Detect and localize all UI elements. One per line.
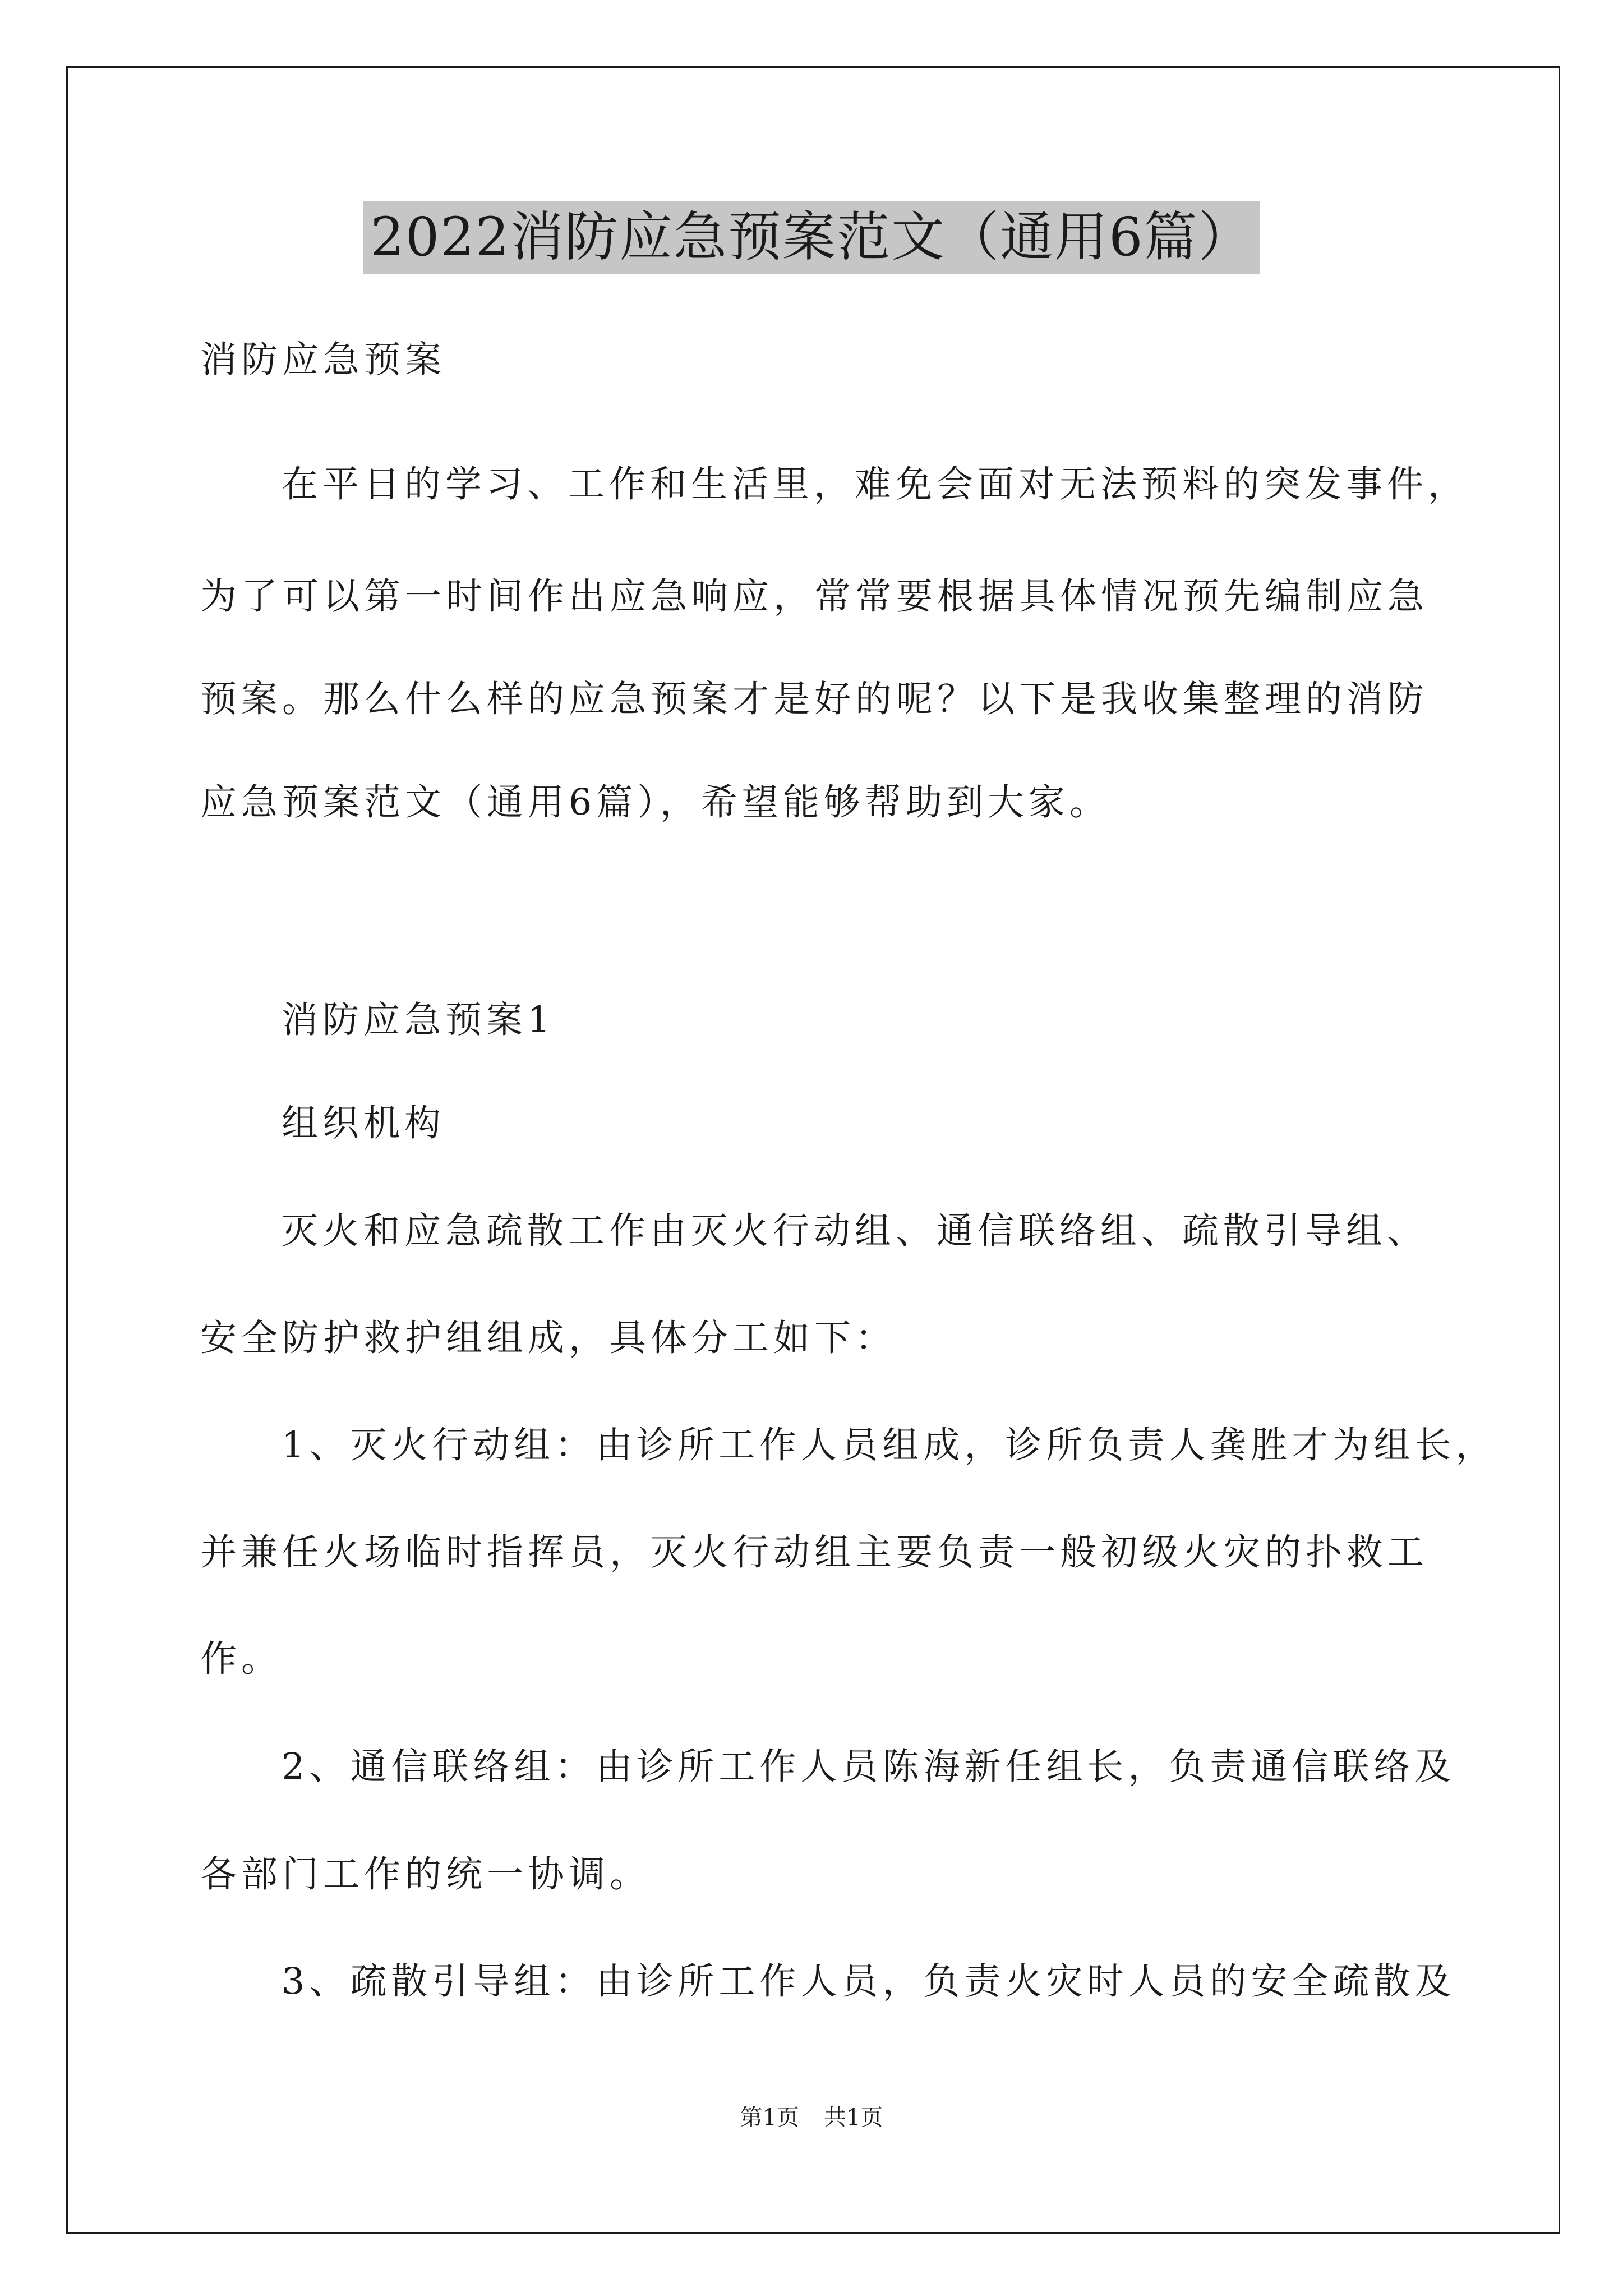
paragraph-line: 并兼任火场临时指挥员，灭火行动组主要负责一般初级火灾的扑救工 [200,1531,1429,1573]
document-title-text: 2022消防应急预案范文（通用6篇） [363,201,1259,274]
paragraph-line: 3、疏散引导组：由诊所工作人员，负责火灾时人员的安全疏散及 [282,1961,1456,2003]
page-footer [0,2104,1623,2132]
subsection-heading: 消防应急预案1 [282,999,555,1041]
subsection-heading: 组织机构 [282,1102,446,1144]
paragraph-line: 各部门工作的统一协调。 [200,1853,651,1895]
section-heading: 消防应急预案 [200,339,446,381]
page-number: 第1页 [740,2105,799,2131]
paragraph-line: 1、灭火行动组：由诊所工作人员组成，诊所负责人龚胜才为组长， [282,1424,1497,1466]
paragraph-line: 在平日的学习、工作和生活里，难免会面对无法预料的突发事件， [282,463,1469,505]
paragraph-line: 预案。那么什么样的应急预案才是好的呢？以下是我收集整理的消防 [200,678,1429,720]
paragraph-line: 作。 [200,1638,283,1680]
page-border [66,66,1560,2234]
paragraph-line: 灭火和应急疏散工作由灭火行动组、通信联络组、疏散引导组、 [282,1210,1428,1252]
page-total: 共1页 [824,2105,883,2131]
paragraph-line: 安全防护救护组组成，具体分工如下： [200,1317,897,1359]
paragraph-line: 应急预案范文（通用6篇），希望能够帮助到大家。 [200,781,1110,823]
paragraph-line: 2、通信联络组：由诊所工作人员陈海新任组长，负责通信联络及 [282,1746,1456,1788]
document-title [0,201,1623,279]
paragraph-line: 为了可以第一时间作出应急响应，常常要根据具体情况预先编制应急 [200,576,1429,618]
